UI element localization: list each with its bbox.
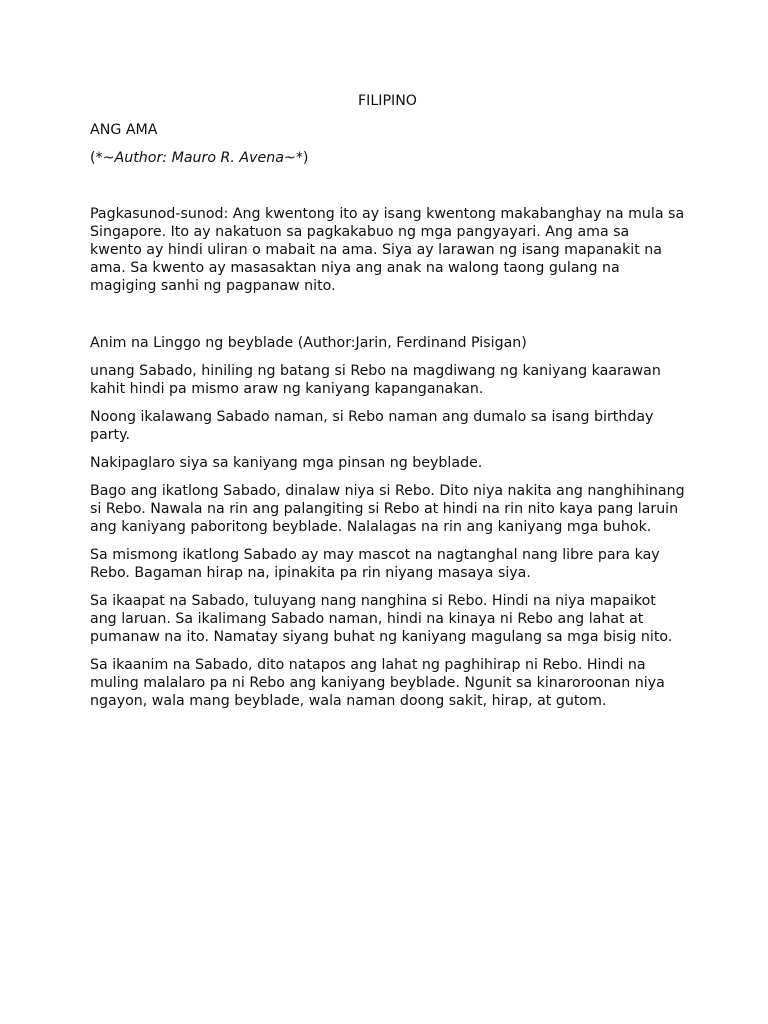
document-heading: FILIPINO xyxy=(358,93,417,109)
story-paragraph: Noong ikalawang Sabado naman, si Rebo naman ang dumalo sa isang birthday party. xyxy=(90,409,654,443)
spacer xyxy=(90,167,685,205)
author-open-paren: ( xyxy=(90,150,96,166)
story-paragraph: Sa mismong ikatlong Sabado ay may mascot na nagtanghal nang libre para kay Rebo. Bagaman hirap na, ipinakita pa rin niyang masaya siya. xyxy=(90,547,660,581)
story-paragraph: Nakipaglaro siya sa kaniyang mga pinsan ng beyblade. xyxy=(90,455,483,471)
story-paragraph: Sa ikaanim na Sabado, dito natapos ang lahat ng paghihirap ni Rebo. Hindi na muling malalaro pa ni Rebo ang kaniyang beyblade. Ngunit sa kinaroroonan niya ngayon, wala mang beyblade, wala naman doong sakit, hirap, at gutom. xyxy=(90,657,665,709)
second-story-title: Anim na Linggo ng beyblade (Author:Jarin, Ferdinand Pisigan) xyxy=(90,335,527,351)
story-paragraph: unang Sabado, hiniling ng batang si Rebo na magdiwang ng kaniyang kaarawan kahit hindi pa mismo araw ng kaniyang kapanganakan. xyxy=(90,363,661,397)
story-paragraph: Bago ang ikatlong Sabado, dinalaw niya si Rebo. Dito niya nakita ang nanghihinang si Rebo. Nawala na rin ang palangiting si Rebo at hindi na rin nito kaya pang laruin ang kaniyang paboritong beyblade. Nalalagas na rin ang kaniyang mga buhok. xyxy=(90,483,685,535)
story-title: ANG AMA xyxy=(90,122,158,138)
author-name: *~Author: Mauro R. Avena~* xyxy=(95,150,303,166)
story-paragraph: Sa ikaapat na Sabado, tuluyang nang nanghina si Rebo. Hindi na niya mapaikot ang laruan. Sa ikalimang Sabado naman, hindi na kinaya ni Rebo ang lahat at pumanaw na ito. Namatay siyang buhat ng kaniyang magulang sa mga bisig nito. xyxy=(90,593,673,645)
document-page xyxy=(90,92,685,720)
author-close-paren: ) xyxy=(302,150,309,166)
author-line xyxy=(90,149,685,167)
summary-paragraph: Pagkasunod-sunod: Ang kwentong ito ay isang kwentong makabanghay na mula sa Singapore. Ito ay nakatuon sa pagkakabuo ng mga pangyayari. Ang ama sa kwento ay hindi uliran o mabait na ama. Siya ay larawan ng isang mapanakit na ama. Sa kwento ay masasaktan niya ang anak na walong taong gulang na magiging sanhi ng pagpanaw nito. xyxy=(90,206,685,294)
spacer xyxy=(90,305,685,334)
